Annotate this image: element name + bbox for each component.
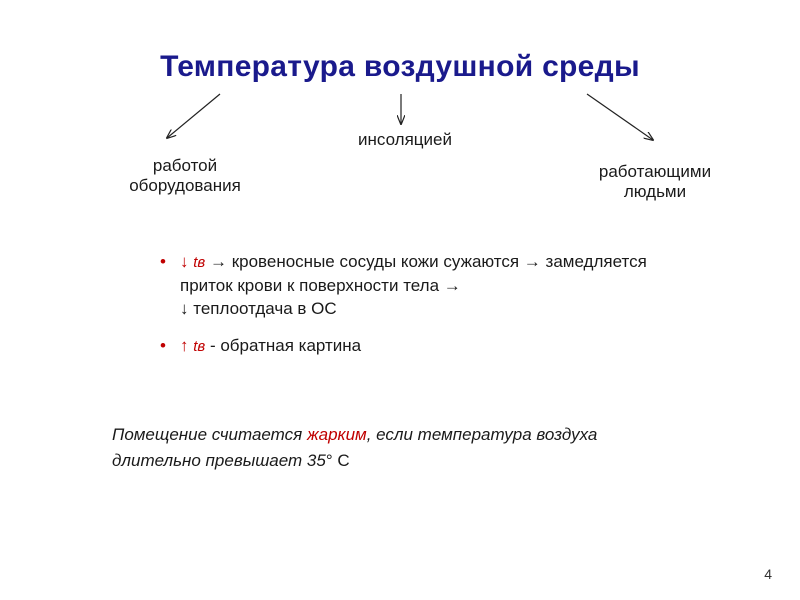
- up-arrow-symbol: ↑: [180, 336, 189, 355]
- branch-left-line2: оборудования: [129, 176, 241, 195]
- bullet-item: [160, 250, 750, 320]
- page-number: 4: [764, 566, 772, 582]
- branch-right: [570, 162, 740, 202]
- arrow-left: [167, 94, 220, 138]
- note-paragraph: [112, 422, 752, 474]
- branch-left: [100, 156, 270, 196]
- arrow-right: [587, 94, 653, 140]
- bullet-text: → кровеносные сосуды кожи сужаются → замедляется: [209, 252, 647, 271]
- branch-right-line1: работающими: [598, 162, 712, 181]
- branch-middle: инсоляцией: [358, 130, 452, 149]
- note-highlight: жарким: [306, 425, 367, 444]
- bullet-text: - обратная картина: [209, 336, 362, 355]
- bullet-line: приток крови к поверхности тела →: [180, 276, 461, 295]
- bullet-item: [160, 334, 750, 358]
- note-line2: [112, 448, 752, 474]
- degree-unit: ° C: [325, 451, 350, 470]
- note-text: Помещение считается: [112, 425, 307, 444]
- air-temperature-symbol: tв: [193, 338, 206, 355]
- branch-right-line2: людьми: [623, 182, 687, 201]
- note-text: , если температура воздуха: [366, 425, 598, 444]
- bullet-dot: •: [160, 336, 166, 355]
- bullet-list: [160, 250, 750, 370]
- branch-left-line1: работой: [152, 156, 218, 175]
- bullet-line: [180, 334, 750, 358]
- down-arrow-symbol: ↓: [180, 252, 189, 271]
- bullet-line: [180, 250, 750, 274]
- air-temperature-symbol: tв: [193, 254, 206, 271]
- note-line1: [112, 422, 752, 448]
- slide-title: Температура воздушной среды: [160, 50, 640, 83]
- bullet-dot: •: [160, 252, 166, 271]
- bullet-line: ↓ теплоотдача в ОС: [180, 299, 337, 318]
- note-text: длительно превышает 35: [112, 451, 326, 470]
